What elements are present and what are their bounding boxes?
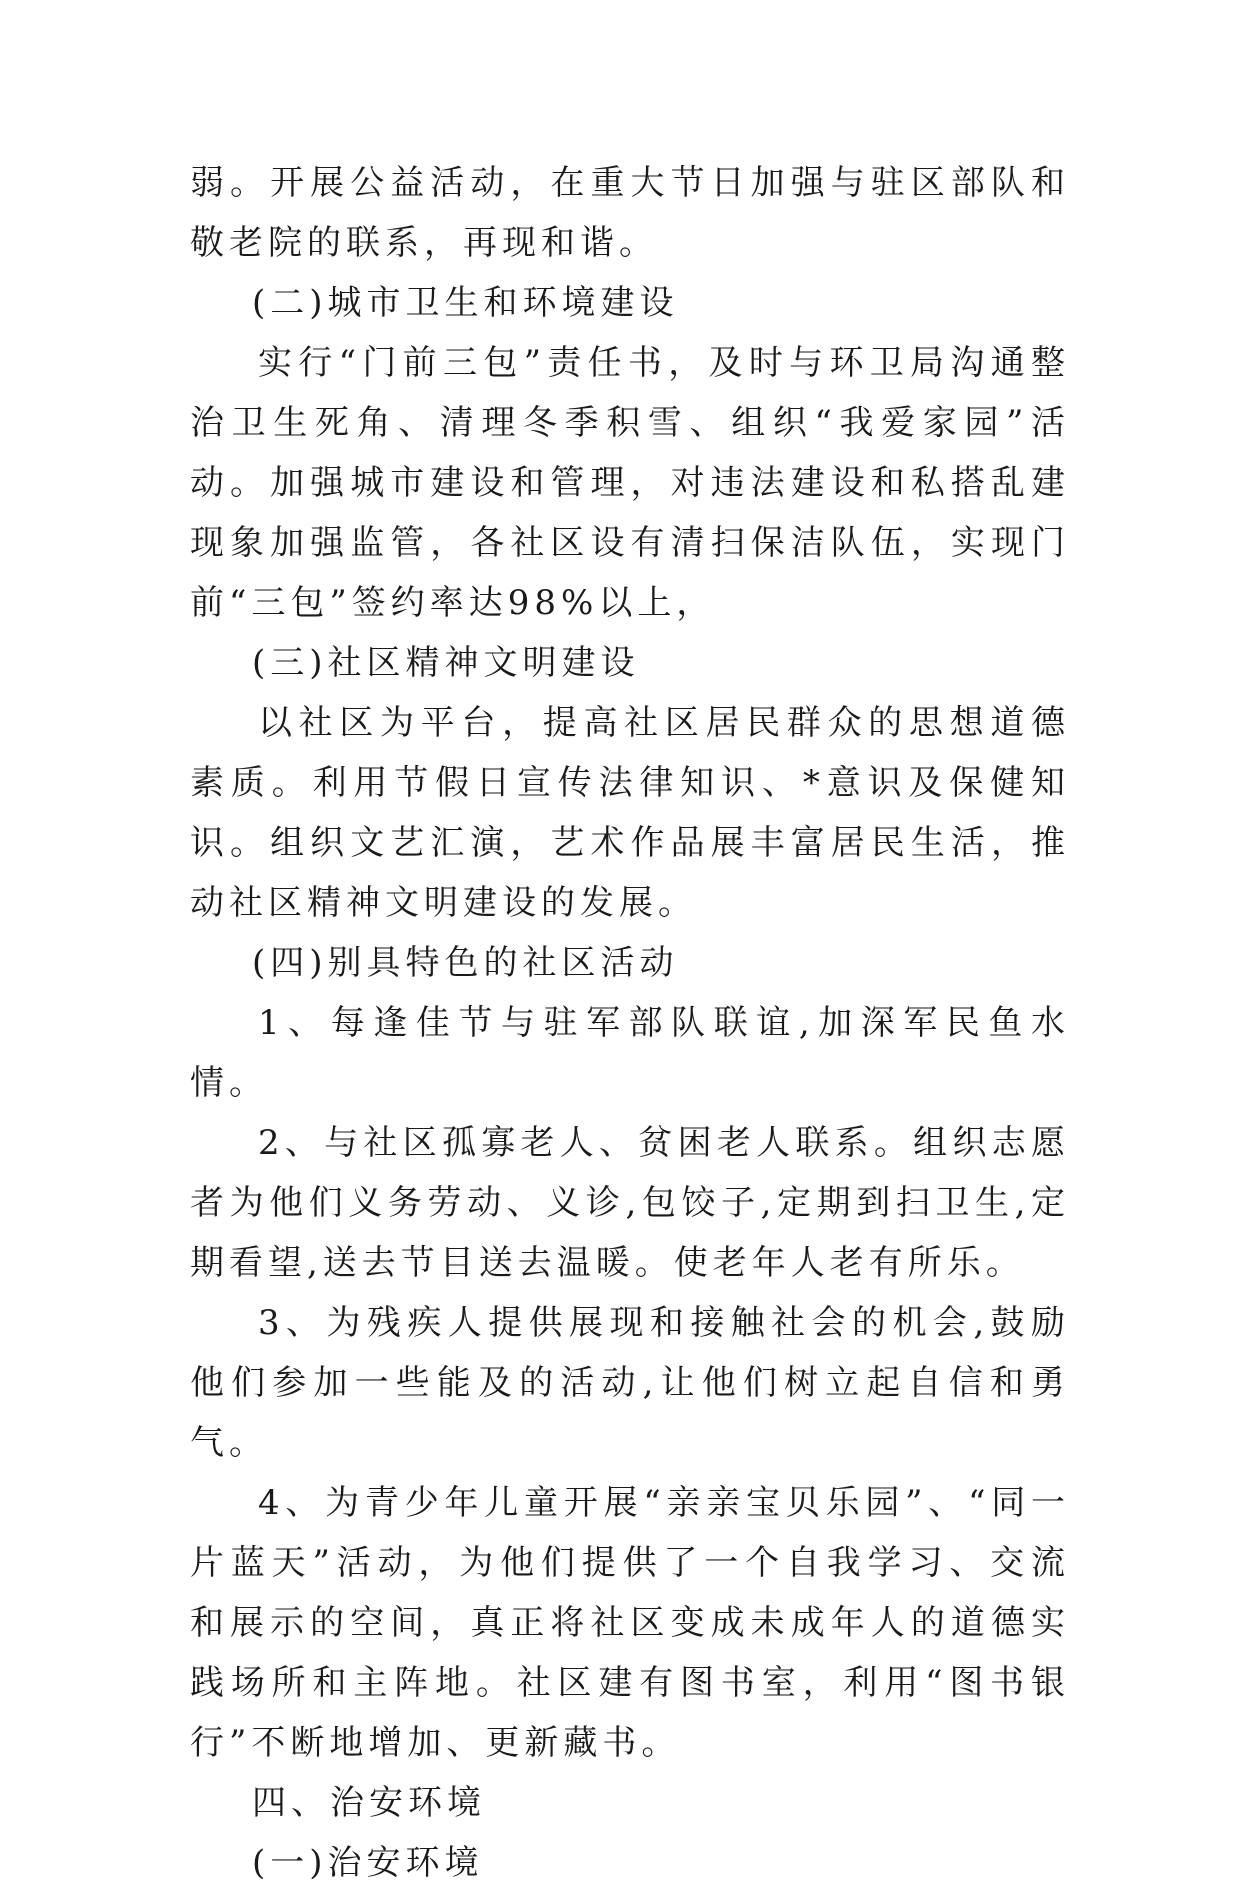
section-heading-activities: (四)别具特色的社区活动 [252, 943, 679, 983]
paragraph-sanitation: 实行“门前三包”责任书，及时与环卫局沟通整治卫生死角、清理冬季积雪、组织“我爱家园”活动。加强城市建设和管理，对违法建设和私搭乱建现象加强监管，各社区设有清扫保洁队伍，实现门前“三包”签约率达98%以上， [190, 343, 1070, 623]
paragraph-continuation: 弱。开展公益活动，在重大节日加强与驻区部队和敬老院的联系，再现和谐。 [190, 163, 1070, 263]
chapter-heading-security: 四、治安环境 [252, 1783, 486, 1823]
section-heading-sanitation: (二)城市卫生和环境建设 [252, 283, 679, 323]
list-item-2: 2、与社区孤寡老人、贫困老人联系。组织志愿者为他们义务劳动、义诊,包饺子,定期到扫卫生,定期看望,送去节目送去温暖。使老年人老有所乐。 [190, 1123, 1070, 1283]
document-body [190, 153, 1070, 1893]
section-heading-security: (一)治安环境 [252, 1843, 484, 1883]
section-heading-civilization: (三)社区精神文明建设 [252, 643, 640, 683]
list-item-4: 4、为青少年儿童开展“亲亲宝贝乐园”、“同一片蓝天”活动，为他们提供了一个自我学习、交流和展示的空间，真正将社区变成未成年人的道德实践场所和主阵地。社区建有图书室，利用“图书银行”不断地增加、更新藏书。 [190, 1483, 1070, 1763]
list-item-1: 1、每逢佳节与驻军部队联谊,加深军民鱼水情。 [190, 1003, 1070, 1103]
paragraph-civilization: 以社区为平台，提高社区居民群众的思想道德素质。利用节假日宣传法律知识、*意识及保健知识。组织文艺汇演，艺术作品展丰富居民生活，推动社区精神文明建设的发展。 [190, 703, 1070, 923]
list-item-3: 3、为残疾人提供展现和接触社会的机会,鼓励他们参加一些能及的活动,让他们树立起自信和勇气。 [190, 1303, 1070, 1463]
